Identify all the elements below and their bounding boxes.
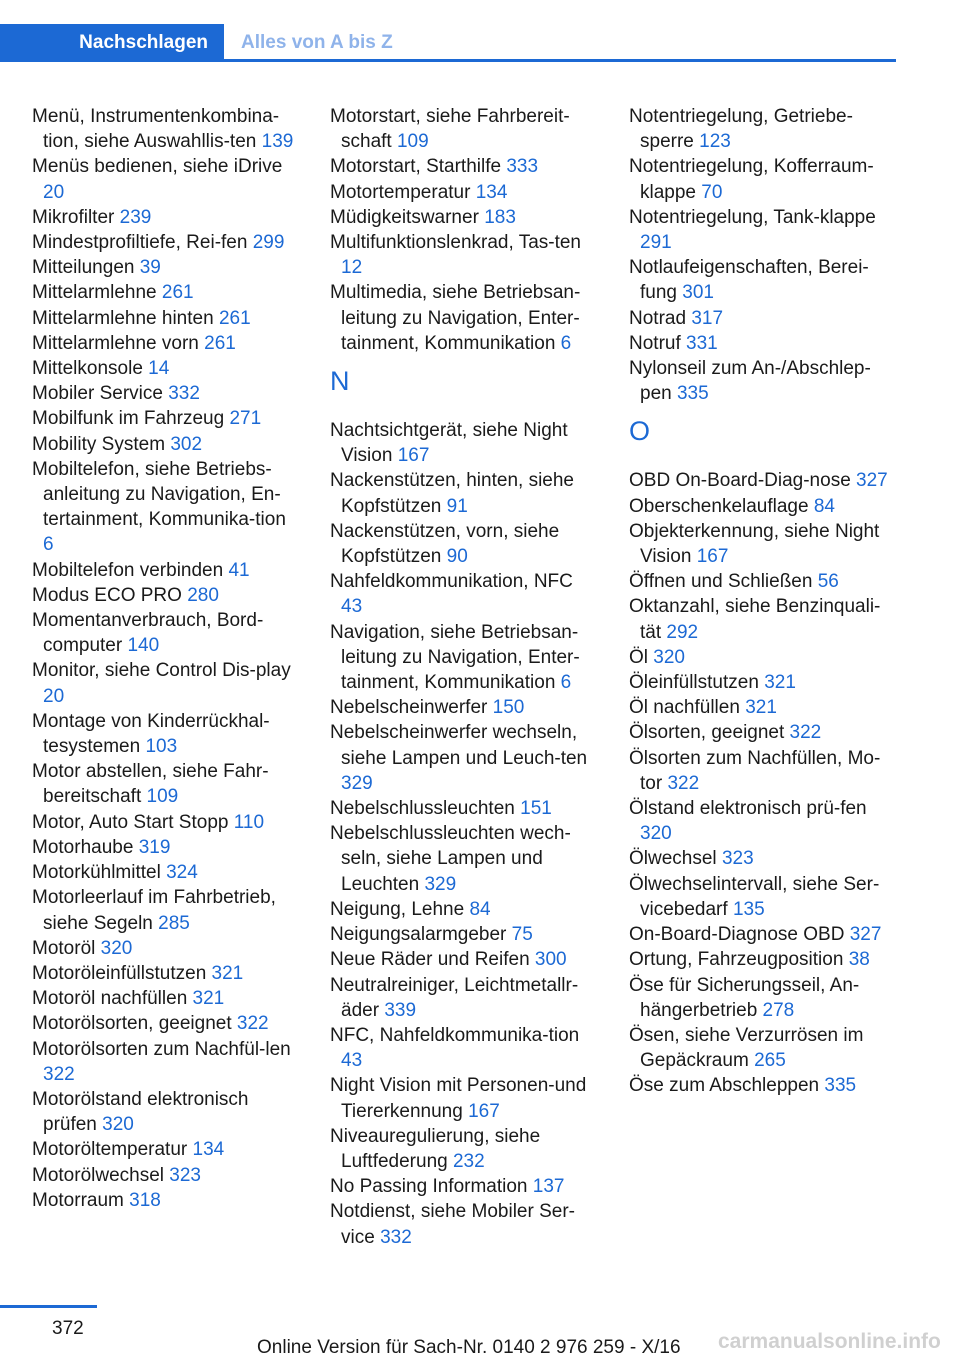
page-link[interactable]: 109 [396, 131, 429, 153]
index-term: Multifunktionslenkrad, Tas-ten [330, 232, 581, 254]
index-term: Mobility System [32, 433, 166, 455]
index-term: Motorölwechsel [32, 1164, 164, 1186]
index-entry [330, 973, 598, 1023]
index-term: Motor, Auto Start Stopp [32, 811, 229, 833]
page-link[interactable]: 329 [424, 873, 457, 895]
index-entry [32, 709, 300, 759]
index-entry [32, 280, 300, 305]
index-term: Mindestprofiltiefe, Rei-fen [32, 232, 248, 254]
page-link[interactable]: 291 [640, 232, 672, 254]
page-link[interactable]: 320 [100, 937, 133, 959]
online-version-note: Online Version für Sach-Nr. 0140 2 976 259 - X/16 [257, 1337, 681, 1358]
index-entry [629, 154, 897, 204]
page-link[interactable]: 319 [138, 836, 171, 858]
index-entry [629, 104, 897, 154]
page-link[interactable]: 261 [161, 282, 194, 304]
index-term: Öl [629, 646, 648, 668]
index-term: Oberschenkelauflage [629, 495, 809, 517]
index-term: Motoröl nachfüllen [32, 988, 188, 1010]
page-link[interactable]: 327 [856, 470, 888, 492]
page-link[interactable]: 320 [102, 1114, 134, 1136]
index-term: Night Vision mit Personen-und Tiererkennung [330, 1075, 587, 1122]
index-entry [32, 432, 300, 457]
index-term: Motorstart, siehe Fahrbereit-schaft [330, 106, 570, 153]
index-term: Neutralreiniger, Leichtmetallr-äder [330, 974, 579, 1021]
index-term: Motorleerlauf im Fahrbetrieb, siehe Segeln [32, 887, 276, 934]
page-link[interactable]: 123 [699, 131, 731, 153]
index-term: Ortung, Fahrzeugposition [629, 949, 844, 971]
index-term: No Passing Information [330, 1176, 528, 1198]
index-entry [330, 180, 598, 205]
index-term: Motorhaube [32, 836, 134, 858]
page-link[interactable]: 335 [824, 1075, 857, 1097]
index-term: Nylonseil zum An-/Abschlep-pen [629, 358, 871, 405]
index-entry [32, 230, 300, 255]
index-term: Motorstart, Starthilfe [330, 156, 502, 178]
index-entry [330, 922, 598, 947]
page-link[interactable]: 318 [129, 1189, 161, 1211]
index-entry [629, 569, 897, 594]
index-entry [330, 1073, 598, 1123]
index-entry [629, 306, 897, 331]
index-term: Öffnen und Schließen [629, 571, 813, 593]
page-link[interactable]: 75 [511, 924, 533, 946]
page-link[interactable]: 14 [148, 358, 170, 380]
index-term: Nebelschlussleuchten [330, 798, 515, 820]
index-entry [32, 1087, 300, 1137]
page-link[interactable]: 324 [166, 862, 198, 884]
index-term: Ölwechsel [629, 848, 717, 870]
page-link[interactable]: 280 [187, 584, 219, 606]
index-entry [629, 973, 897, 1023]
page-link[interactable]: 150 [492, 697, 525, 719]
page-link[interactable]: 261 [204, 332, 236, 354]
index-entry [32, 558, 300, 583]
index-term: OBD On-Board-Diag-nose [629, 470, 851, 492]
page-link[interactable]: 301 [682, 282, 714, 304]
index-term: Motorölsorten zum Nachfül-len [32, 1038, 291, 1060]
index-term: Monitor, siehe Control Dis-play [32, 660, 291, 682]
index-entry [32, 1188, 300, 1213]
index-term: Nebelschlussleuchten wech-seln, siehe Lampen und Leuchten [330, 823, 571, 895]
index-term: Notentriegelung, Kofferraum-klappe [629, 156, 874, 203]
page-link[interactable]: 271 [229, 408, 262, 430]
index-entry [32, 1163, 300, 1188]
page-link[interactable]: 302 [170, 433, 203, 455]
page-link[interactable]: 332 [380, 1226, 412, 1248]
index-entry [32, 759, 300, 809]
index-term: Mitteilungen [32, 257, 135, 279]
page-link[interactable]: 151 [520, 798, 552, 820]
index-entry [629, 468, 897, 493]
index-entry [330, 1199, 598, 1249]
index-entry [330, 468, 598, 518]
index-term: Öse für Sicherungsseil, An-hängerbetrieb [629, 974, 860, 1021]
index-entry [330, 1023, 598, 1073]
page-link[interactable]: 43 [341, 1050, 363, 1072]
page-link[interactable]: 322 [43, 1063, 75, 1085]
index-term: Motortemperatur [330, 181, 471, 203]
index-entry [32, 406, 300, 431]
page-link[interactable]: 167 [397, 445, 430, 467]
page-link[interactable]: 299 [252, 232, 285, 254]
index-term: Nahfeldkommunikation, NFC [330, 571, 573, 593]
index-term: Multimedia, siehe Betriebsan-leitung zu Navigation, Enter-tainment, Kommunikation [330, 282, 581, 354]
index-term: Motorölsorten, geeignet [32, 1013, 232, 1035]
index-entry [32, 331, 300, 356]
page-link[interactable]: 167 [468, 1100, 500, 1122]
index-term: Notlaufeigenschaften, Berei-fung [629, 257, 869, 304]
index-entry [629, 205, 897, 255]
index-entry [629, 947, 897, 972]
index-entry [330, 205, 598, 230]
page-number: 372 [52, 1318, 84, 1339]
index-entry [32, 356, 300, 381]
index-term: Mobiltelefon, siehe Betriebs-anleitung zu Navigation, En-tertainment, Kommunika-tion [32, 458, 286, 531]
page-link[interactable]: 167 [696, 546, 729, 568]
index-term: Modus ECO PRO [32, 584, 182, 606]
index-term: Motorölstand elektronisch prüfen [32, 1088, 249, 1136]
page-link[interactable]: 321 [192, 988, 225, 1010]
page-link[interactable]: 285 [158, 912, 190, 934]
page-link[interactable]: 41 [228, 559, 250, 581]
index-term: Motorkühlmittel [32, 862, 161, 884]
index-term: Öl nachfüllen [629, 697, 740, 719]
index-entry [629, 645, 897, 670]
index-term: Mikrofilter [32, 206, 115, 228]
page-link[interactable]: 6 [560, 672, 572, 694]
index-term: Öse zum Abschleppen [629, 1075, 820, 1097]
page-link[interactable]: 140 [127, 635, 160, 657]
page-link[interactable]: 327 [849, 924, 882, 946]
index-term: Öleinfüllstutzen [629, 672, 759, 694]
index-term: Motoröleinfüllstutzen [32, 962, 207, 984]
index-term: Müdigkeitswarner [330, 206, 479, 228]
index-term: Mobiler Service [32, 383, 163, 405]
page-link[interactable]: 91 [446, 495, 468, 517]
index-entry [330, 620, 598, 696]
index-entry [330, 418, 598, 468]
index-entry [629, 922, 897, 947]
page-link[interactable]: 43 [341, 596, 363, 618]
index-term: Mittelarmlehne [32, 282, 157, 304]
index-entry [32, 1011, 300, 1036]
index-entry [32, 936, 300, 961]
index-term: Menüs bedienen, siehe iDrive [32, 156, 283, 178]
index-term: Menü, Instrumentenkombina-tion, siehe Auswahllis-ten [32, 106, 280, 153]
index-entry [629, 720, 897, 745]
index-term: Ösen, siehe Verzurrösen im Gepäckraum [629, 1024, 864, 1072]
index-term: Motoröltemperatur [32, 1139, 188, 1161]
page-link[interactable]: 333 [506, 156, 539, 178]
index-entry [330, 280, 598, 356]
index-term: Notentriegelung, Getriebe-sperre [629, 106, 853, 153]
index-entry [32, 306, 300, 331]
page-link[interactable]: 300 [534, 949, 567, 971]
index-entry [629, 331, 897, 356]
page-link[interactable]: 329 [341, 772, 373, 794]
page-link[interactable]: 321 [764, 672, 796, 694]
page-link[interactable]: 6 [560, 332, 572, 354]
index-term: Notdienst, siehe Mobiler Ser-vice [330, 1201, 575, 1248]
index-entry [629, 695, 897, 720]
index-entry [32, 381, 300, 406]
index-term: Notentriegelung, Tank-klappe [629, 206, 876, 228]
index-term: Montage von Kinderrückhal-tesystemen [32, 710, 270, 758]
page-link[interactable]: 56 [817, 571, 839, 593]
index-term: Nackenstützen, vorn, siehe Kopfstützen [330, 520, 560, 568]
page-link[interactable]: 90 [446, 546, 468, 568]
index-entry [330, 569, 598, 619]
page-link[interactable]: 109 [146, 786, 179, 808]
page-header [0, 0, 960, 62]
page-link[interactable]: 331 [686, 332, 718, 354]
page-link[interactable]: 20 [43, 685, 65, 707]
page-link[interactable]: 339 [384, 999, 417, 1021]
index-term: Ölstand elektronisch prü-fen [629, 798, 867, 820]
index-entry [32, 608, 300, 658]
index-entry [330, 897, 598, 922]
index-entry [32, 583, 300, 608]
index-term: Nackenstützen, hinten, siehe Kopfstützen [330, 470, 574, 517]
index-entry [629, 872, 897, 922]
section-letter: N [330, 366, 350, 397]
page-link[interactable]: 20 [43, 181, 65, 203]
index-term: Mittelkonsole [32, 358, 143, 380]
page-link[interactable]: 335 [676, 383, 709, 405]
index-entry [32, 255, 300, 280]
index-column-2 [330, 104, 598, 1250]
page-link[interactable]: 320 [640, 823, 672, 845]
index-entry [330, 154, 598, 179]
index-term: Mobilfunk im Fahrzeug [32, 408, 225, 430]
index-term: Mittelarmlehne vorn [32, 332, 199, 354]
page-link[interactable]: 320 [653, 646, 685, 668]
index-entry [330, 230, 598, 280]
page-link[interactable]: 38 [848, 949, 870, 971]
index-entry [629, 494, 897, 519]
index-entry [330, 720, 598, 796]
page-link[interactable]: 139 [261, 131, 294, 153]
index-term: Nachtsichtgerät, siehe Night Vision [330, 420, 568, 467]
index-entry [330, 519, 598, 569]
index-entry [330, 947, 598, 972]
index-entry [629, 1023, 897, 1073]
tab-alles-von-a-bis-z[interactable]: Alles von A bis Z [241, 32, 393, 53]
index-entry [330, 695, 598, 720]
index-entry [32, 457, 300, 558]
index-entry [330, 104, 598, 154]
page-link[interactable]: 134 [192, 1139, 225, 1161]
index-column-3 [629, 104, 897, 1099]
page-link[interactable]: 135 [732, 898, 765, 920]
index-term: Neigung, Lehne [330, 898, 465, 920]
index-entry [32, 658, 300, 708]
page-link[interactable]: 239 [119, 206, 152, 228]
page-link[interactable]: 84 [469, 898, 491, 920]
page-link[interactable]: 322 [789, 722, 822, 744]
page-link[interactable]: 332 [168, 383, 200, 405]
index-term: Notruf [629, 332, 681, 354]
index-entry [330, 821, 598, 897]
index-term: Mittelarmlehne hinten [32, 307, 214, 329]
index-term: Neue Räder und Reifen [330, 949, 530, 971]
page-link[interactable]: 183 [484, 206, 516, 228]
page-link[interactable]: 12 [341, 257, 363, 279]
tab-nachschlagen[interactable]: Nachschlagen [0, 24, 224, 62]
page-link[interactable]: 232 [452, 1150, 485, 1172]
page-link[interactable]: 322 [667, 772, 700, 794]
page-link[interactable]: 6 [43, 534, 54, 556]
index-term: Ölsorten zum Nachfüllen, Mo-tor [629, 747, 881, 794]
index-term: Ölsorten, geeignet [629, 722, 785, 744]
index-entry [629, 846, 897, 871]
index-term: Nebelscheinwerfer wechseln, siehe Lampen und Leuch-ten [330, 722, 588, 769]
watermark: carmanualsonline.info [718, 1330, 941, 1353]
index-entry [629, 746, 897, 796]
index-term: Notrad [629, 307, 687, 329]
index-term: Neigungsalarmgeber [330, 924, 507, 946]
index-term: On-Board-Diagnose OBD [629, 924, 845, 946]
page-link[interactable]: 103 [145, 736, 178, 758]
index-term: Niveauregulierung, siehe Luftfederung [330, 1125, 541, 1172]
page-link[interactable]: 292 [666, 621, 699, 643]
page-link[interactable]: 321 [745, 697, 777, 719]
index-entry [32, 986, 300, 1011]
index-entry [629, 1073, 897, 1098]
page-link[interactable]: 70 [701, 181, 723, 203]
index-entry [330, 796, 598, 821]
page-link[interactable]: 321 [211, 962, 244, 984]
page-link[interactable]: 261 [218, 307, 251, 329]
index-term: Oktanzahl, siehe Benzinquali-tät [629, 596, 881, 643]
index-term: Mobiltelefon verbinden [32, 559, 224, 581]
index-entry [32, 961, 300, 986]
index-term: Ölwechselintervall, siehe Ser-vicebedarf [629, 873, 880, 920]
index-entry [32, 860, 300, 885]
index-term: Motor abstellen, siehe Fahr-bereitschaft [32, 761, 269, 808]
page-link[interactable]: 39 [139, 257, 161, 279]
index-entry [629, 255, 897, 305]
index-term: Objekterkennung, siehe Night Vision [629, 520, 880, 568]
index-term: Motorraum [32, 1189, 124, 1211]
page-link[interactable]: 323 [721, 848, 754, 870]
index-term: Nebelscheinwerfer [330, 697, 488, 719]
index-entry [629, 796, 897, 846]
index-entry [32, 154, 300, 204]
index-entry [32, 810, 300, 835]
index-entry [629, 519, 897, 569]
index-term: Momentanverbrauch, Bord-computer [32, 610, 264, 657]
index-term: Navigation, siehe Betriebsan-leitung zu Navigation, Enter-tainment, Kommunikation [330, 621, 580, 694]
header-rule [224, 59, 896, 62]
page-link[interactable]: 322 [236, 1013, 269, 1035]
page-link[interactable]: 323 [169, 1164, 201, 1186]
index-entry [32, 1037, 300, 1087]
index-term: Motoröl [32, 937, 96, 959]
page-link[interactable]: 137 [532, 1176, 565, 1198]
index-term: NFC, Nahfeldkommunika-tion [330, 1024, 580, 1046]
index-entry [32, 104, 300, 154]
page-link[interactable]: 278 [762, 999, 795, 1021]
index-entry [32, 885, 300, 935]
page-link[interactable]: 110 [233, 811, 265, 833]
index-entry [330, 1124, 598, 1174]
footer-rule [0, 1305, 97, 1308]
index-entry [629, 670, 897, 695]
index-entry [330, 1174, 598, 1199]
page-link[interactable]: 265 [754, 1050, 786, 1072]
index-entry [629, 594, 897, 644]
page-link[interactable]: 317 [691, 307, 724, 329]
index-column-1 [32, 104, 300, 1213]
index-entry [32, 1137, 300, 1162]
index-entry [629, 356, 897, 406]
index-entry [32, 205, 300, 230]
index-entry [32, 835, 300, 860]
page-link[interactable]: 84 [813, 495, 835, 517]
section-letter: O [629, 416, 651, 447]
page-link[interactable]: 134 [475, 181, 508, 203]
